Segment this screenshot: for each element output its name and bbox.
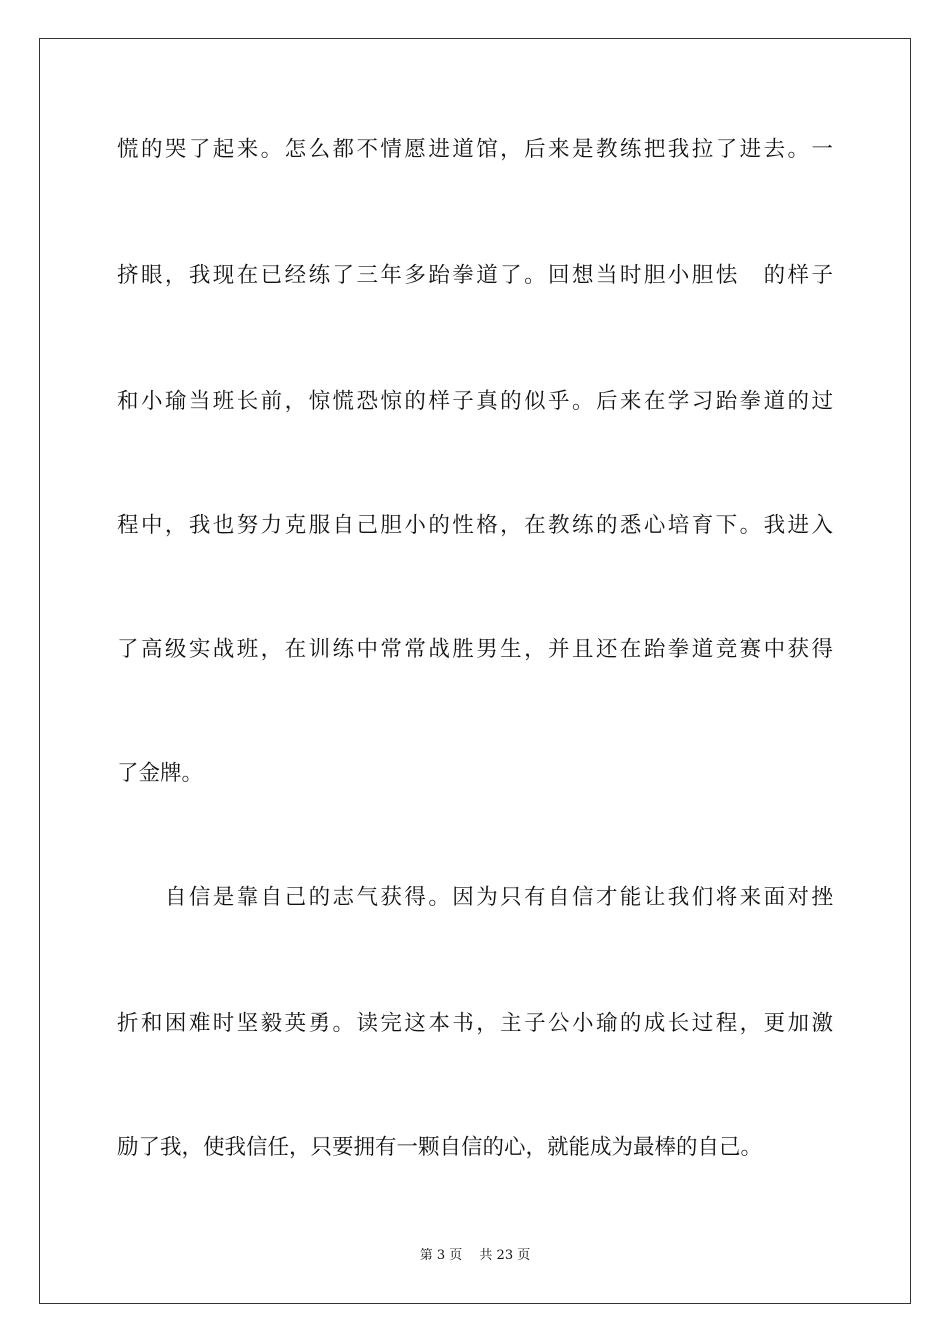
page-border	[39, 38, 911, 1304]
text-line: 励了我，使我信任，只要拥有一颗自信的心，就能成为最棒的自己。	[117, 1135, 763, 1160]
text-line: 慌的哭了起来。怎么都不情愿进道馆，后来是教练把我拉了进去。一	[117, 137, 833, 162]
text-line: 自信是靠自己的志气获得。因为只有自信才能让我们将来面对挫	[117, 885, 833, 910]
text-line: 和小瑜当班长前，惊慌恐惊的样子真的似乎。后来在学习跆拳道的过	[117, 389, 833, 414]
text-line: 程中，我也努力克服自己胆小的性格，在教练的悉心培育下。我进入	[117, 513, 833, 538]
page-number-footer: 第 3 页 共 23 页	[419, 1248, 531, 1263]
text-line: 了金牌。	[117, 761, 204, 786]
text-line: 折和困难时坚毅英勇。读完这本书，主子公小瑜的成长过程，更加激	[117, 1011, 833, 1036]
text-line: 了高级实战班，在训练中常常战胜男生，并且还在跆拳道竞赛中获得	[117, 637, 833, 662]
text-line: 挤眼，我现在已经练了三年多跆拳道了。回想当时胆小胆怯 的样子	[117, 263, 833, 288]
